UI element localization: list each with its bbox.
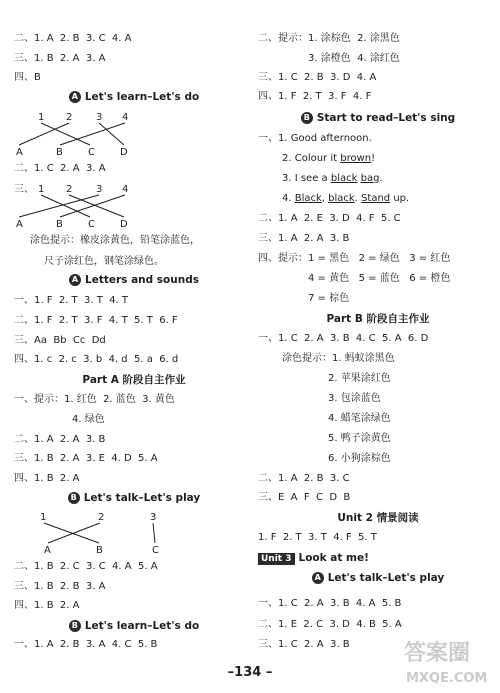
- answer-line: 6. 小狗涂棕色: [328, 453, 391, 464]
- answer-line: 4. 蜡笔涂绿色: [328, 413, 391, 424]
- answer-line: 二、1. A 2. A 3. B: [14, 434, 106, 445]
- answer-line: 三、E A F C D B: [258, 492, 351, 503]
- match-letter: C: [152, 545, 159, 556]
- matching-diagram: [14, 108, 144, 158]
- match-number: 4: [122, 112, 129, 123]
- answer-line: 3. I see a black bag.: [282, 173, 383, 184]
- answer-line: 四、1. B 2. A: [14, 473, 80, 484]
- match-line: [60, 123, 125, 145]
- section-title: Start to read–Let's sing: [316, 112, 456, 124]
- match-line: [153, 523, 155, 543]
- answer-line: 尺子涂红色，钢笔涂绿色。: [44, 256, 164, 267]
- answer-line: 四、提示：1 = 黑色 2 = 绿色 3 = 红色: [258, 253, 451, 264]
- match-letter: B: [96, 545, 103, 556]
- match-letter: B: [56, 147, 63, 158]
- match-number: 2: [98, 512, 105, 523]
- section-badge: A: [69, 274, 81, 286]
- section-heading: [258, 111, 498, 125]
- section-heading: [14, 90, 254, 104]
- section-title: Let's talk–Let's play: [83, 492, 201, 504]
- watermark-logo: [400, 630, 496, 690]
- answer-line: 2. 苹果涂红色: [328, 373, 391, 384]
- answer-line: 4. 绿色: [72, 414, 105, 425]
- answer-line: 一、提示：1. 红色 2. 蓝色 3. 黄色: [14, 394, 175, 405]
- unit-badge: Unit 3: [258, 553, 295, 565]
- answer-line: 3. 包涂蓝色: [328, 393, 381, 404]
- svg-text:答案圈: 答案圈: [404, 641, 471, 666]
- answer-line: 涂色提示：1. 蚂蚁涂黑色: [282, 353, 395, 364]
- answer-line: 二、1. F 2. T 3. F 4. T 5. T 6. F: [14, 315, 178, 326]
- answer-line: 3. 涂橙色 4. 涂红色: [308, 53, 400, 64]
- answer-line: 1. F 2. T 3. T 4. F 5. T: [258, 532, 377, 543]
- answer-line: 7 = 棕色: [308, 293, 350, 304]
- section-heading: [14, 273, 254, 287]
- match-number: 1: [38, 184, 45, 195]
- answer-line: 三、Aa Bb Cc Dd: [14, 335, 106, 346]
- answer-line: 涂色提示：橡皮涂黄色，铅笔涂蓝色，: [30, 235, 200, 246]
- answer-line: 四、1. B 2. A: [14, 600, 80, 611]
- match-letter: C: [88, 219, 95, 230]
- section-heading: [258, 571, 498, 585]
- answer-line: 四、1. F 2. T 3. F 4. F: [258, 91, 372, 102]
- answer-line: 一、1. C 2. A 3. B 4. A 5. B: [258, 598, 402, 609]
- answer-line: 一、1. Good afternoon.: [258, 133, 372, 144]
- answer-line: 4 = 黄色 5 = 蓝色 6 = 橙色: [308, 273, 451, 284]
- section-badge: B: [69, 620, 81, 632]
- section-title: Let's learn–Let's do: [84, 91, 200, 103]
- page-number: –134 –: [227, 665, 273, 680]
- section-heading: [14, 619, 254, 633]
- answer-line: 二、1. A 2. E 3. D 4. F 5. C: [258, 213, 401, 224]
- answer-line: 二、1. E 2. C 3. D 4. B 5. A: [258, 619, 402, 630]
- answer-line: 一、1. C 2. A 3. B 4. C 5. A 6. D: [258, 333, 429, 344]
- match-line: [41, 195, 90, 217]
- matching-diagram: [14, 508, 174, 556]
- answer-line: 三、1. B 2. A 3. E 4. D 5. A: [14, 453, 158, 464]
- unit-title: Look at me!: [298, 552, 369, 564]
- match-letter: D: [120, 219, 128, 230]
- answer-line: 4. Black, black. Stand up.: [282, 193, 410, 204]
- section-title: Letters and sounds: [85, 274, 199, 286]
- answer-line: 一、1. F 2. T 3. T 4. T: [14, 295, 129, 306]
- answer-line: 一、1. A 2. B 3. A 4. C 5. B: [14, 639, 158, 650]
- answer-line: 四、B: [14, 72, 41, 83]
- answer-line: 三、1. B 2. B 3. A: [14, 581, 106, 592]
- section-heading: [14, 491, 254, 505]
- answer-line: 三、1. B 2. A 3. A: [14, 53, 106, 64]
- answer-line: 四、1. c 2. c 3. b 4. d 5. a 6. d: [14, 354, 179, 365]
- section-badge: B: [301, 112, 313, 124]
- match-letter: D: [120, 147, 128, 158]
- unit-heading: [258, 551, 369, 565]
- match-line: [19, 123, 69, 145]
- answer-line: 三、1. C 2. B 3. D 4. A: [258, 72, 377, 83]
- section-title: Let's talk–Let's play: [327, 572, 445, 584]
- answer-line: 二、1. A 2. B 3. C 4. A: [14, 33, 132, 44]
- match-letter: B: [56, 219, 63, 230]
- section-title: Let's learn–Let's do: [84, 620, 200, 632]
- question-number: 三、: [14, 184, 34, 195]
- answer-line: 5. 鸭子涂黄色: [328, 433, 391, 444]
- section-heading: Part A 阶段自主作业: [82, 374, 186, 386]
- match-number: 3: [96, 184, 103, 195]
- match-number: 4: [122, 184, 129, 195]
- section-badge: B: [68, 492, 80, 504]
- match-line: [99, 123, 124, 145]
- match-number: 2: [66, 112, 73, 123]
- section-heading: Unit 2 情景阅读: [337, 512, 419, 524]
- match-line: [19, 195, 99, 217]
- match-line: [41, 123, 90, 145]
- match-number: 3: [96, 112, 103, 123]
- match-letter: A: [16, 147, 23, 158]
- answer-line: 二、1. A 2. B 3. C: [258, 473, 350, 484]
- match-letter: C: [88, 147, 95, 158]
- answer-line: 二、1. C 2. A 3. A: [14, 163, 106, 174]
- match-number: 1: [40, 512, 47, 523]
- svg-text:MXQE.COM: MXQE.COM: [406, 671, 488, 686]
- section-badge: A: [69, 91, 81, 103]
- answer-line: 三、1. C 2. A 3. B: [258, 639, 350, 650]
- match-letter: A: [44, 545, 51, 556]
- match-line: [44, 523, 99, 543]
- section-badge: A: [312, 572, 324, 584]
- answer-line: 二、1. B 2. C 3. C 4. A 5. A: [14, 561, 158, 572]
- answer-line: 二、提示：1. 涂棕色 2. 涂黑色: [258, 33, 400, 44]
- match-number: 3: [150, 512, 157, 523]
- match-number: 1: [38, 112, 45, 123]
- match-number: 2: [66, 184, 73, 195]
- answer-line: 2. Colour it brown!: [282, 153, 376, 164]
- match-letter: A: [16, 219, 23, 230]
- answer-line: 三、1. A 2. A 3. B: [258, 233, 350, 244]
- matching-diagram: [14, 180, 154, 230]
- section-heading: Part B 阶段自主作业: [326, 313, 430, 325]
